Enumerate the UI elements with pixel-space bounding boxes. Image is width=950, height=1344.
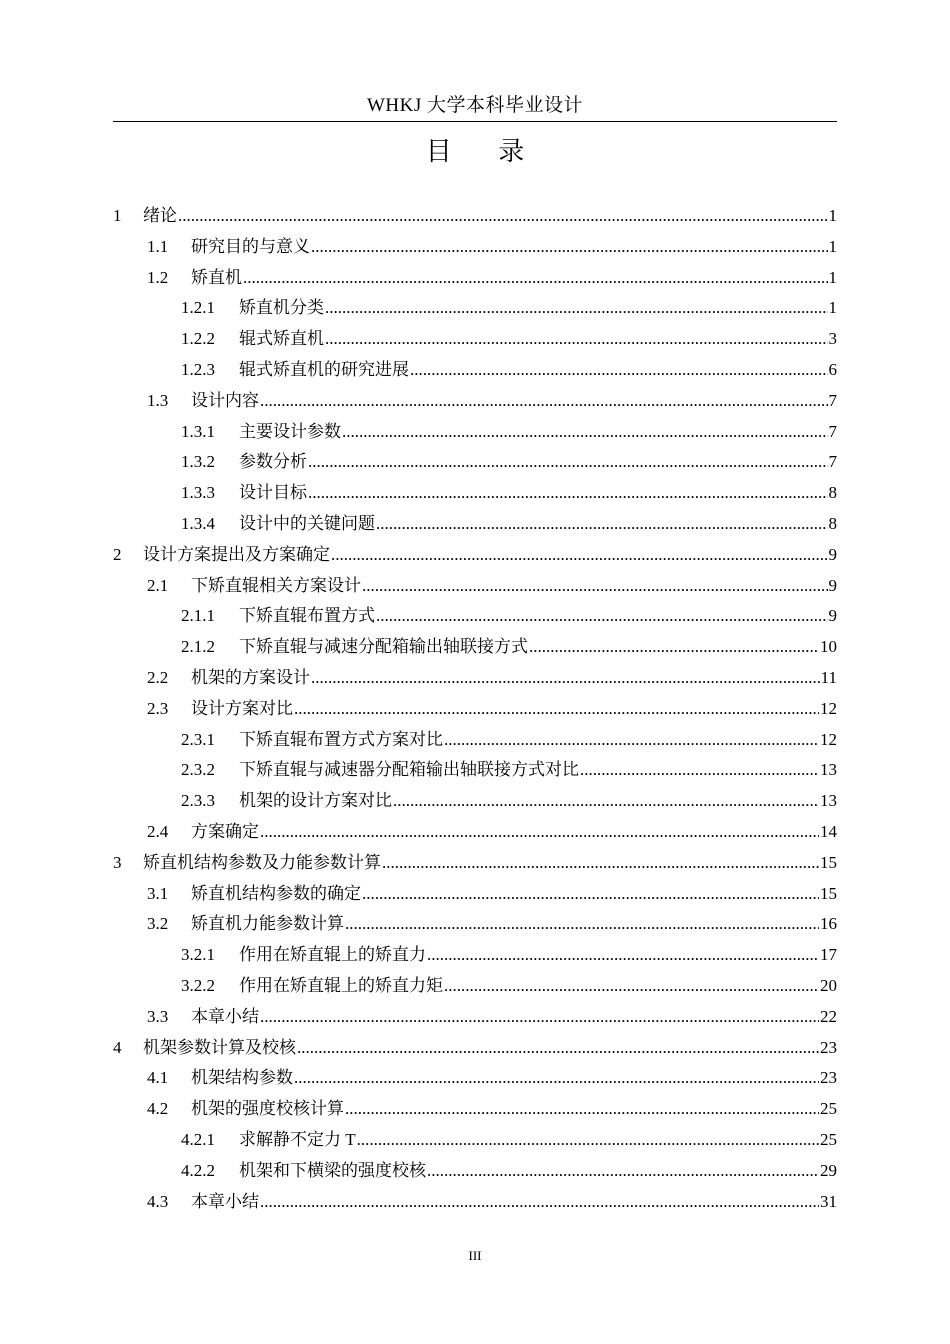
toc-entry-label: 机架的设计方案对比 — [239, 791, 392, 811]
toc-entry-page: 9 — [828, 544, 837, 564]
toc-entry[interactable] — [113, 1002, 837, 1033]
toc-entry[interactable] — [113, 909, 837, 940]
toc-dot-leader — [376, 601, 828, 632]
toc-entry[interactable] — [113, 386, 837, 417]
toc-entry[interactable] — [113, 940, 837, 971]
toc-entry-label: 设计目标 — [239, 483, 307, 503]
toc-entry-page: 8 — [828, 483, 837, 503]
toc-entry-number: 4 — [113, 1037, 122, 1057]
toc-entry-label: 机架的强度校核计算 — [191, 1099, 344, 1119]
toc-dot-leader — [325, 293, 828, 324]
toc-entry-page: 23 — [820, 1037, 837, 1057]
toc-entry-page: 3 — [828, 329, 837, 349]
toc-entry[interactable] — [113, 1094, 837, 1125]
toc-entry-label: 矫直机结构参数及力能参数计算 — [143, 852, 381, 872]
toc-entry-number: 1.3.1 — [181, 421, 215, 441]
toc-entry-number: 3.3 — [147, 1006, 169, 1026]
toc-entry-number: 4.2 — [147, 1099, 169, 1119]
toc-entry-page: 9 — [828, 575, 837, 595]
toc-entry[interactable] — [113, 725, 837, 756]
toc-entry-number: 4.3 — [147, 1191, 169, 1211]
toc-entry-number: 2.2 — [147, 667, 169, 687]
toc-entry-page: 1 — [828, 267, 837, 287]
toc-entry[interactable] — [113, 1156, 837, 1187]
toc-entry-number: 1.2 — [147, 267, 169, 287]
toc-dot-leader — [580, 755, 819, 786]
toc-dot-leader — [311, 663, 820, 694]
toc-dot-leader — [294, 1063, 819, 1094]
toc-entry-page: 25 — [820, 1099, 837, 1119]
toc-dot-leader — [427, 940, 819, 971]
toc-entry-number: 1 — [113, 206, 122, 225]
toc-dot-leader — [325, 324, 828, 355]
toc-dot-leader — [260, 817, 819, 848]
toc-dot-leader — [345, 1094, 819, 1125]
toc-title: 目 录 — [425, 137, 545, 166]
toc-dot-leader — [410, 355, 828, 386]
page-header — [113, 92, 837, 122]
toc-dot-leader — [243, 263, 828, 294]
toc-dot-leader — [393, 786, 819, 817]
toc-entry[interactable] — [113, 478, 837, 509]
toc-dot-leader — [529, 632, 819, 663]
toc-dot-leader — [427, 1156, 819, 1187]
toc-entry[interactable] — [113, 571, 837, 602]
toc-entry-page: 8 — [828, 513, 837, 533]
toc-entry[interactable] — [113, 632, 837, 663]
toc-entry-label: 研究目的与意义 — [191, 236, 310, 256]
toc-dot-leader — [382, 848, 819, 879]
toc-entry-page: 11 — [820, 667, 837, 687]
toc-entry-number: 1.2.2 — [181, 329, 215, 349]
toc-entry[interactable] — [113, 601, 837, 632]
toc-entry-label: 矫直机结构参数的确定 — [191, 883, 361, 903]
toc-entry-label: 下矫直辊布置方式方案对比 — [239, 729, 443, 749]
toc-dot-leader — [311, 232, 828, 263]
toc-entry[interactable] — [113, 786, 837, 817]
toc-entry-label: 绪论 — [143, 206, 177, 225]
toc-dot-leader — [260, 1187, 819, 1218]
toc-entry-number: 3.1 — [147, 883, 169, 903]
toc-entry-number: 1.3.3 — [181, 483, 215, 503]
toc-dot-leader — [331, 540, 828, 571]
toc-entry-page: 1 — [828, 298, 837, 318]
toc-entry[interactable] — [113, 263, 837, 294]
toc-entry-label: 矫直机 — [191, 267, 242, 287]
toc-entry[interactable] — [113, 355, 837, 386]
toc-entry-page: 12 — [820, 698, 837, 718]
toc-entry-label: 本章小结 — [191, 1006, 259, 1026]
toc-entry-page: 29 — [820, 1160, 837, 1180]
toc-entry[interactable] — [113, 417, 837, 448]
toc-entry[interactable] — [113, 1033, 837, 1064]
toc-entry-page: 7 — [828, 421, 837, 441]
toc-entry-page: 23 — [820, 1068, 837, 1088]
toc-entry[interactable] — [113, 1187, 837, 1218]
toc-entry-page: 31 — [820, 1191, 837, 1211]
toc-entry-number: 2.3.1 — [181, 729, 215, 749]
toc-dot-leader — [376, 509, 828, 540]
toc-dot-leader — [342, 417, 828, 448]
toc-entry[interactable] — [113, 201, 837, 232]
toc-entry-page: 7 — [828, 390, 837, 410]
toc-entry-label: 求解静不定力 T — [239, 1129, 356, 1149]
toc-entry-page: 15 — [820, 883, 837, 903]
toc-entry[interactable] — [113, 879, 837, 910]
toc-entry-page: 15 — [820, 852, 837, 872]
toc-dot-leader — [444, 971, 819, 1002]
toc-entry[interactable] — [113, 324, 837, 355]
toc-dot-leader — [260, 1002, 819, 1033]
toc-entry-number: 2.4 — [147, 821, 169, 841]
toc-entry-number: 2.1.2 — [181, 637, 215, 657]
toc-entry-page: 20 — [820, 975, 837, 995]
toc-entry-page: 17 — [820, 945, 837, 965]
toc-dot-leader — [345, 909, 819, 940]
toc-entry-number: 3.2.1 — [181, 945, 215, 965]
toc-entry-label: 辊式矫直机 — [239, 329, 324, 349]
toc-entry[interactable] — [113, 232, 837, 263]
toc-entry[interactable] — [113, 971, 837, 1002]
toc-entry-label: 机架参数计算及校核 — [143, 1037, 296, 1057]
toc-entry-label: 机架结构参数 — [191, 1068, 293, 1088]
toc-entry-label: 作用在矫直辊上的矫直力 — [239, 945, 426, 965]
table-of-contents — [113, 201, 837, 1217]
toc-entry-page: 16 — [820, 914, 837, 934]
toc-entry-label: 机架和下横梁的强度校核 — [239, 1160, 426, 1180]
toc-dot-leader — [294, 694, 819, 725]
toc-dot-leader — [308, 447, 828, 478]
toc-entry-label: 辊式矫直机的研究进展 — [239, 359, 409, 379]
toc-entry-number: 2 — [113, 544, 122, 564]
toc-dot-leader — [260, 386, 828, 417]
toc-entry-number: 1.3 — [147, 390, 169, 410]
toc-entry-number: 3.2.2 — [181, 975, 215, 995]
toc-entry-label: 本章小结 — [191, 1191, 259, 1211]
toc-entry-label: 矫直机分类 — [239, 298, 324, 318]
toc-dot-leader — [357, 1125, 819, 1156]
toc-entry[interactable] — [113, 293, 837, 324]
toc-entry-number: 4.2.1 — [181, 1129, 215, 1149]
toc-entry-number: 2.3.3 — [181, 791, 215, 811]
toc-entry-number: 1.2.1 — [181, 298, 215, 318]
toc-entry-label: 下矫直辊与减速器分配箱输出轴联接方式对比 — [239, 760, 579, 780]
toc-entry-page: 22 — [820, 1006, 837, 1026]
toc-entry[interactable] — [113, 1125, 837, 1156]
toc-entry-page: 13 — [820, 760, 837, 780]
footer-page-number: III — [468, 1248, 482, 1263]
toc-dot-leader — [362, 879, 819, 910]
toc-entry-label: 方案确定 — [191, 821, 259, 841]
toc-dot-leader — [362, 571, 828, 602]
toc-entry-label: 设计方案对比 — [191, 698, 293, 718]
toc-entry[interactable] — [113, 663, 837, 694]
toc-entry-label: 机架的方案设计 — [191, 667, 310, 687]
toc-entry-label: 参数分析 — [239, 452, 307, 472]
toc-entry-label: 主要设计参数 — [239, 421, 341, 441]
toc-dot-leader — [178, 201, 828, 232]
toc-entry-page: 14 — [820, 821, 837, 841]
toc-entry-label: 设计内容 — [191, 390, 259, 410]
toc-dot-leader — [444, 725, 819, 756]
toc-dot-leader — [297, 1033, 819, 1064]
toc-dot-leader — [308, 478, 828, 509]
toc-entry-number: 4.1 — [147, 1068, 169, 1088]
toc-entry[interactable] — [113, 694, 837, 725]
toc-entry-number: 1.3.2 — [181, 452, 215, 472]
toc-entry-number: 4.2.2 — [181, 1160, 215, 1180]
toc-entry-label: 下矫直辊布置方式 — [239, 606, 375, 626]
toc-entry[interactable] — [113, 540, 837, 571]
toc-entry-page: 9 — [828, 606, 837, 626]
toc-entry-label: 下矫直辊相关方案设计 — [191, 575, 361, 595]
toc-entry-page: 13 — [820, 791, 837, 811]
toc-entry-page: 1 — [828, 206, 837, 225]
toc-entry-label: 设计方案提出及方案确定 — [143, 544, 330, 564]
toc-entry-page: 1 — [828, 236, 837, 256]
toc-entry[interactable] — [113, 1063, 837, 1094]
toc-entry[interactable] — [113, 509, 837, 540]
toc-entry-number: 2.1 — [147, 575, 169, 595]
page-footer — [0, 1248, 950, 1264]
toc-entry-number: 1.3.4 — [181, 513, 215, 533]
toc-entry[interactable] — [113, 755, 837, 786]
header-text: WHKJ 大学本科毕业设计 — [366, 95, 584, 116]
toc-entry-number: 1.2.3 — [181, 359, 215, 379]
toc-entry-number: 2.3.2 — [181, 760, 215, 780]
toc-entry-page: 6 — [828, 359, 837, 379]
toc-entry-page: 7 — [828, 452, 837, 472]
toc-entry-number: 1.1 — [147, 236, 169, 256]
toc-entry[interactable] — [113, 817, 837, 848]
toc-entry-number: 3 — [113, 852, 122, 872]
toc-entry-number: 2.1.1 — [181, 606, 215, 626]
toc-entry-label: 作用在矫直辊上的矫直力矩 — [239, 975, 443, 995]
toc-entry-number: 3.2 — [147, 914, 169, 934]
toc-entry-page: 10 — [820, 637, 837, 657]
toc-entry-label: 下矫直辊与减速分配箱输出轴联接方式 — [239, 637, 528, 657]
toc-entry-number: 2.3 — [147, 698, 169, 718]
toc-entry-page: 12 — [820, 729, 837, 749]
toc-entry-label: 设计中的关键问题 — [239, 513, 375, 533]
toc-entry-page: 25 — [820, 1129, 837, 1149]
toc-entry[interactable] — [113, 848, 837, 879]
toc-entry[interactable] — [113, 447, 837, 478]
toc-entry-label: 矫直机力能参数计算 — [191, 914, 344, 934]
